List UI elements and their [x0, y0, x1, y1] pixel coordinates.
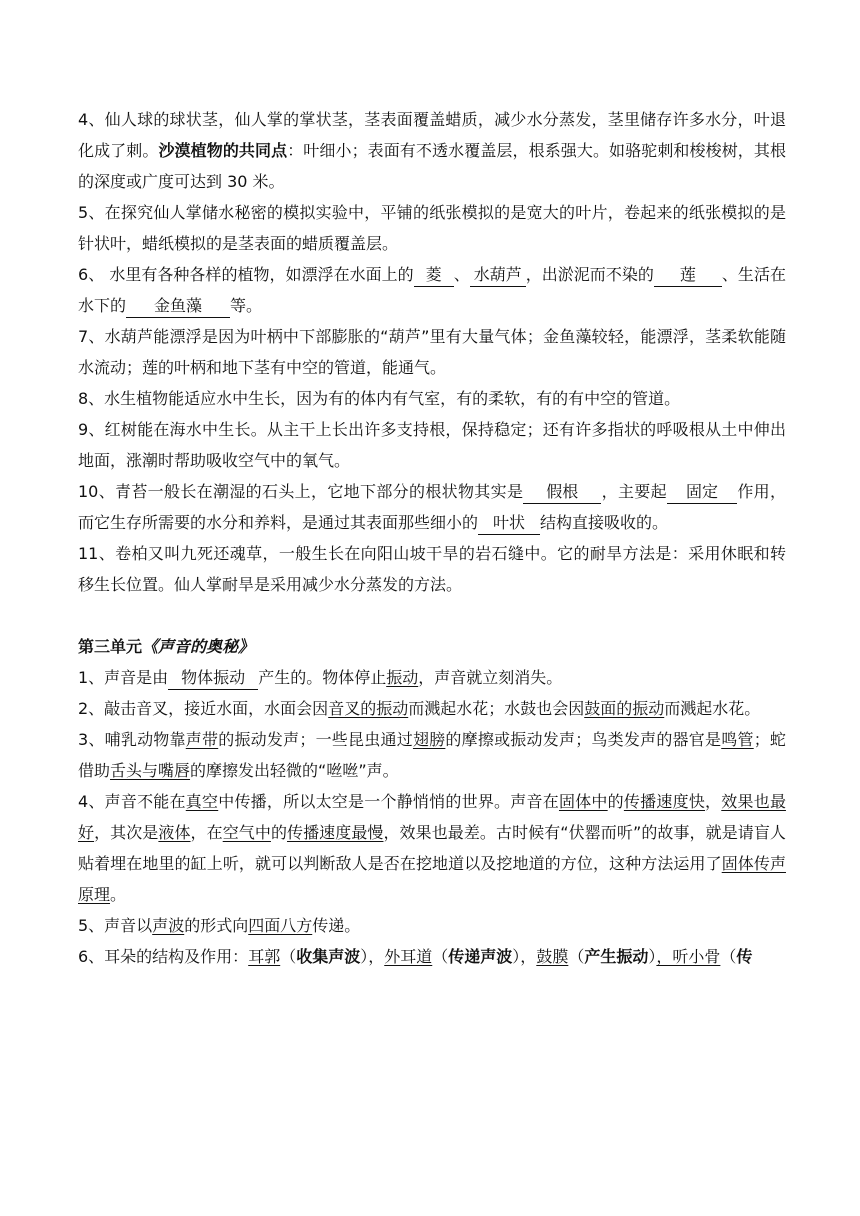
- text: 1、声音是由: [78, 668, 169, 687]
- paragraph-u3-6: [78, 941, 786, 972]
- text: ：叶细小；表面有不透水覆盖层，根系强大。如骆驼刺和梭梭树，其根的深度或广度可达到 30 米。: [78, 141, 786, 191]
- underlined-term: ，听小骨: [656, 947, 721, 966]
- paragraph-u3-5: [78, 910, 786, 941]
- text: （: [568, 947, 585, 966]
- paragraph-u3-1: [78, 662, 786, 693]
- underlined-term: 耳郭: [248, 947, 281, 966]
- text: ）: [648, 947, 657, 966]
- text: ，声音就立刻消失。: [418, 668, 563, 687]
- text: 产生的。物体停止: [258, 668, 387, 687]
- unit-name: 《声音的奥秘》: [142, 637, 255, 656]
- text: 而溅起水花。: [664, 699, 761, 718]
- text: 6、耳朵的结构及作用：: [78, 947, 249, 966]
- text: 结构直接吸收的。: [540, 513, 669, 532]
- bold-term: 传: [736, 947, 753, 966]
- text: ，在: [190, 823, 223, 842]
- text: 、生活在水下的: [78, 265, 786, 315]
- text: 传递。: [312, 916, 361, 935]
- text: ；蛇借助: [78, 730, 786, 780]
- underlined-term: 舌头与嘴唇: [110, 761, 191, 780]
- underlined-term: 真空: [185, 792, 219, 811]
- bold-term: 传递声波: [448, 947, 513, 966]
- text: ），: [512, 947, 537, 966]
- underlined-term: 传播速度快: [623, 792, 706, 811]
- text: 而溅起水花；水鼓也会因: [408, 699, 585, 718]
- bold-term: 收集声波: [296, 947, 361, 966]
- fill-blank-answer: 莲: [654, 264, 722, 287]
- underlined-term: 音叉的振动: [328, 699, 409, 718]
- underlined-term: 翅膀: [412, 730, 446, 749]
- text: 的振动发声；一些昆虫通过: [218, 730, 413, 749]
- text: 。: [110, 885, 127, 904]
- underlined-term: 空气中: [222, 823, 271, 842]
- text: ，其次是: [94, 823, 159, 842]
- fill-blank-answer: 物体振动: [168, 667, 258, 690]
- paragraph-u2-7: 7、水葫芦能漂浮是因为叶柄中下部膨胀的“葫芦”里有大量气体；金鱼藻较轻，能漂浮，茎柔软能随水流动；莲的叶柄和地下茎有中空的管道，能通气。: [78, 327, 786, 377]
- text: 的摩擦发出轻微的“咝咝”声。: [190, 761, 399, 780]
- text: ，效果也最差。古时候有“伏罂而听”的故事，就是请盲人贴着埋在地里的缸上听，就可以判断敌人是否在挖地道以及挖地道的方位，这种方法运用了: [78, 823, 786, 873]
- text: 4、仙人球的球状茎，仙人掌的掌状茎，茎表面覆盖蜡质，减少水分蒸发，茎里储存许多水分，叶退化成了刺。: [78, 110, 786, 160]
- text: ，主要起: [601, 482, 667, 501]
- text: 6、 水里有各种各样的植物，如漂浮在水面上的: [78, 265, 414, 284]
- underlined-term: 振动: [386, 668, 419, 687]
- paragraph-u2-10: [78, 476, 786, 538]
- paragraph-u2-11: 11、卷柏又叫九死还魂草，一般生长在向阳山坡干旱的岩石缝中。它的耐旱方法是：采用休眠和转移生长位置。仙人掌耐旱是采用减少水分蒸发的方法。: [78, 544, 786, 594]
- text: 中传播，所以太空是一个静悄悄的世界。声音在: [218, 792, 559, 811]
- underlined-term: 声波: [152, 916, 185, 935]
- underlined-term: 鼓膜: [536, 947, 569, 966]
- text: 作用，而它生存所需要的水分和养料，是通过其表面那些细小的: [78, 482, 786, 532]
- text: ，出淤泥而不染的: [525, 265, 654, 284]
- underlined-term: 固体传声原理: [78, 854, 786, 904]
- text: 4、声音不能在: [78, 792, 186, 811]
- fill-blank-answer: 金鱼藻: [126, 295, 230, 318]
- text: 等。: [230, 296, 263, 315]
- unit-label: 第三单元: [78, 637, 143, 656]
- document-page: [78, 104, 786, 972]
- text: （: [720, 947, 737, 966]
- text: ），: [360, 947, 385, 966]
- text: 的: [270, 823, 288, 842]
- paragraph-u3-3: [78, 724, 786, 786]
- paragraph-u2-8: 8、水生植物能适应水中生长，因为有的体内有气室，有的柔软，有的有中空的管道。: [78, 389, 681, 408]
- section-title: [78, 631, 786, 662]
- text: 的摩擦或振动发声；鸟类发声的器官是: [445, 730, 722, 749]
- text: 5、声音以: [78, 916, 153, 935]
- paragraph-u3-4: [78, 786, 786, 910]
- paragraph-u2-9: 9、红树能在海水中生长。从主干上长出许多支持根，保持稳定；还有许多指状的呼吸根从土中伸出地面，涨潮时帮助吸收空气中的氧气。: [78, 420, 786, 470]
- text: （: [432, 947, 449, 966]
- text: （: [280, 947, 297, 966]
- text: 的: [607, 792, 624, 811]
- text: ，: [705, 792, 722, 811]
- fill-blank-answer: 假根: [523, 481, 601, 504]
- underlined-term: 传播速度最慢: [287, 823, 384, 842]
- text: 3、哺乳动物靠: [78, 730, 186, 749]
- paragraph-u3-2: [78, 693, 786, 724]
- bold-term: 产生振动: [584, 947, 649, 966]
- underlined-term: 液体: [158, 823, 191, 842]
- bold-term: 沙漠植物的共同点: [158, 141, 288, 160]
- paragraph-u2-4: [78, 104, 786, 197]
- fill-blank-answer: 叶状: [478, 512, 540, 535]
- text: 的形式向: [184, 916, 249, 935]
- fill-blank-answer: 水葫芦: [470, 264, 526, 287]
- underlined-term: 四面八方: [248, 916, 313, 935]
- underlined-term: 鸣管: [721, 730, 754, 749]
- text: 、: [453, 265, 470, 284]
- underlined-term: 固体中: [558, 792, 608, 811]
- paragraph-u2-6: [78, 259, 786, 321]
- underlined-term: 声带: [185, 730, 219, 749]
- fill-blank-answer: 固定: [667, 481, 737, 504]
- underlined-term: 鼓面的振动: [584, 699, 665, 718]
- underlined-term: 外耳道: [384, 947, 433, 966]
- paragraph-u2-5: 5、在探究仙人掌储水秘密的模拟实验中，平铺的纸张模拟的是宽大的叶片，卷起来的纸张模拟的是针状叶，蜡纸模拟的是茎表面的蜡质覆盖层。: [78, 203, 786, 253]
- text: 10、青苔一般长在潮湿的石头上，它地下部分的根状物其实是: [78, 482, 524, 501]
- text: 2、敲击音叉，接近水面，水面会因: [78, 699, 329, 718]
- fill-blank-answer: 菱: [414, 264, 454, 287]
- underlined-term: 效果也最好: [78, 792, 786, 842]
